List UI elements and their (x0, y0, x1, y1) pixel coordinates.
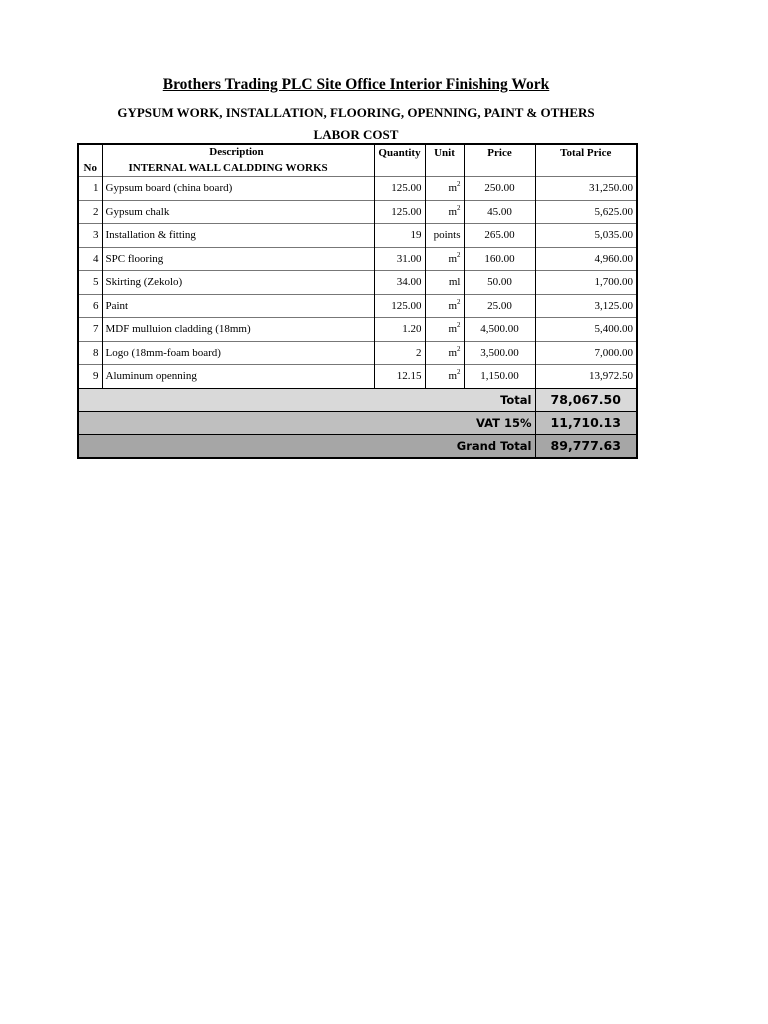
item-description: Gypsum chalk (102, 200, 374, 224)
item-total-price: 13,972.50 (535, 365, 637, 389)
item-unit (425, 341, 464, 365)
table-row (78, 247, 637, 271)
unit-exponent: 2 (457, 180, 461, 189)
unit-text: m (448, 252, 457, 265)
unit-text: m (448, 182, 457, 195)
item-unit (425, 294, 464, 318)
total-row (78, 388, 637, 411)
item-total-price: 7,000.00 (535, 341, 637, 365)
item-price: 160.00 (464, 247, 535, 271)
no-header: No (78, 159, 102, 177)
item-unit (425, 365, 464, 389)
item-number: 2 (78, 200, 102, 224)
item-number: 9 (78, 365, 102, 389)
total-value: 78,067.50 (535, 388, 637, 411)
table-row (78, 271, 637, 295)
item-price: 265.00 (464, 224, 535, 248)
quantity-header: Quantity (374, 144, 425, 177)
item-price: 3,500.00 (464, 341, 535, 365)
item-description: MDF mulluion cladding (18mm) (102, 318, 374, 342)
item-quantity: 1.20 (374, 318, 425, 342)
unit-exponent: 2 (457, 250, 461, 259)
item-unit (425, 200, 464, 224)
vat-row (78, 411, 637, 434)
table-row (78, 318, 637, 342)
item-unit (425, 177, 464, 201)
unit-exponent: 2 (457, 344, 461, 353)
item-total-price: 5,625.00 (535, 200, 637, 224)
item-price: 25.00 (464, 294, 535, 318)
table-header-row (78, 144, 637, 159)
item-total-price: 3,125.00 (535, 294, 637, 318)
item-description: Installation & fitting (102, 224, 374, 248)
vat-label: VAT 15% (78, 411, 535, 434)
unit-text: m (448, 370, 457, 383)
item-quantity: 19 (374, 224, 425, 248)
item-description: Skirting (Zekolo) (102, 271, 374, 295)
table-row (78, 365, 637, 389)
unit-exponent: 2 (457, 321, 461, 330)
unit-text: m (448, 299, 457, 312)
table-row (78, 177, 637, 201)
item-description: Aluminum openning (102, 365, 374, 389)
item-number: 4 (78, 247, 102, 271)
table-row (78, 200, 637, 224)
unit-exponent: 2 (457, 203, 461, 212)
cost-table (77, 143, 638, 459)
item-price: 45.00 (464, 200, 535, 224)
unit-text: ml (448, 276, 461, 289)
item-total-price: 31,250.00 (535, 177, 637, 201)
unit-text: m (448, 323, 457, 336)
table-row (78, 294, 637, 318)
item-unit (425, 247, 464, 271)
item-number: 6 (78, 294, 102, 318)
item-quantity: 2 (374, 341, 425, 365)
item-price: 250.00 (464, 177, 535, 201)
grand-total-value: 89,777.63 (535, 434, 637, 458)
item-price: 1,150.00 (464, 365, 535, 389)
item-total-price: 4,960.00 (535, 247, 637, 271)
item-quantity: 31.00 (374, 247, 425, 271)
item-description: SPC flooring (102, 247, 374, 271)
item-description: Logo (18mm-foam board) (102, 341, 374, 365)
item-number: 5 (78, 271, 102, 295)
item-description: Gypsum board (china board) (102, 177, 374, 201)
item-quantity: 125.00 (374, 177, 425, 201)
unit-header: Unit (425, 144, 464, 177)
unit-text: m (448, 205, 457, 218)
document-subtitle: GYPSUM WORK, INSTALLATION, FLOORING, OPENNING, PAINT & OTHERS (117, 105, 595, 120)
description-header: Description (102, 144, 374, 159)
document-title: Brothers Trading PLC Site Office Interior Finishing Work (162, 76, 550, 93)
item-unit (425, 224, 464, 248)
table-row (78, 341, 637, 365)
unit-text: points (433, 229, 461, 242)
item-unit (425, 271, 464, 295)
item-quantity: 12.15 (374, 365, 425, 389)
cost-type-label: LABOR COST (313, 127, 399, 142)
grand-total-row (78, 434, 637, 458)
item-number: 3 (78, 224, 102, 248)
total-label: Total (78, 388, 535, 411)
item-description: Paint (102, 294, 374, 318)
section-title: INTERNAL WALL CALDDING WORKS (102, 159, 374, 177)
item-number: 1 (78, 177, 102, 201)
table-row (78, 224, 637, 248)
item-unit (425, 318, 464, 342)
item-total-price: 5,035.00 (535, 224, 637, 248)
total-price-header: Total Price (560, 147, 612, 159)
price-header: Price (464, 144, 535, 177)
item-quantity: 125.00 (374, 200, 425, 224)
item-total-price: 5,400.00 (535, 318, 637, 342)
vat-value: 11,710.13 (535, 411, 637, 434)
unit-text: m (448, 346, 457, 359)
item-quantity: 125.00 (374, 294, 425, 318)
grand-total-label: Grand Total (78, 434, 535, 458)
item-total-price: 1,700.00 (535, 271, 637, 295)
unit-exponent: 2 (457, 368, 461, 377)
item-quantity: 34.00 (374, 271, 425, 295)
item-price: 4,500.00 (464, 318, 535, 342)
item-number: 8 (78, 341, 102, 365)
item-price: 50.00 (464, 271, 535, 295)
unit-exponent: 2 (457, 297, 461, 306)
item-number: 7 (78, 318, 102, 342)
